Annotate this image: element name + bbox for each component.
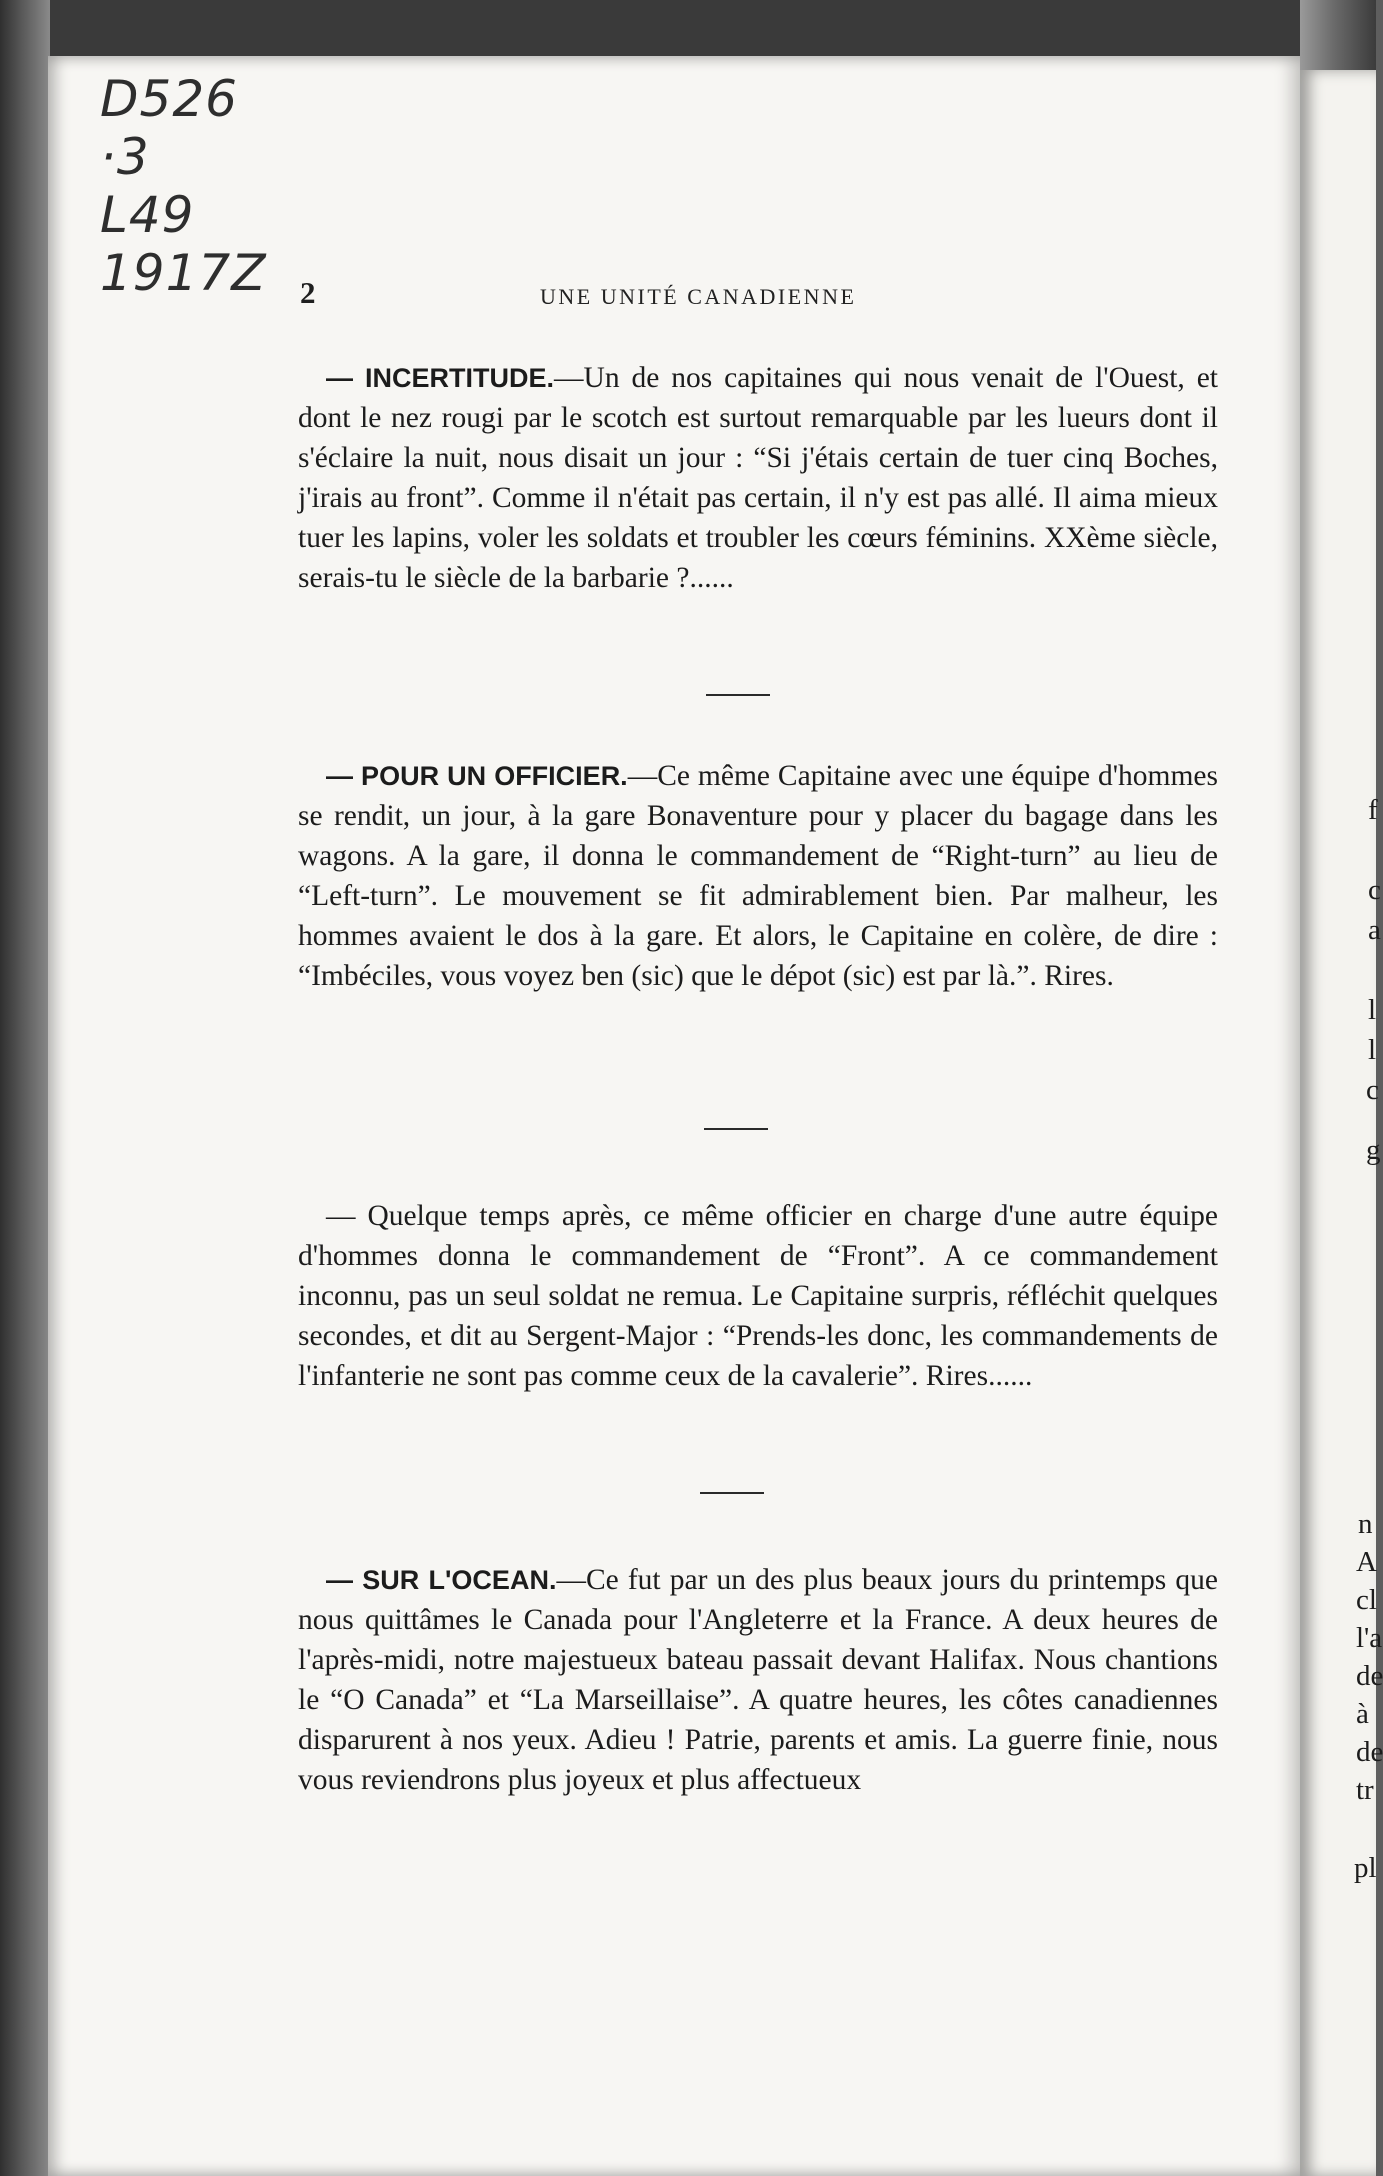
paragraph-text: —Ce fut par un des plus beaux jours du printemps que nous quittâmes le Canada pour l'Angleterre et la France. A deux heures de l'après-midi, notre majestueux bateau passait devant Halifax. Nous chantions le “O Canada” et “La Marseillaise”. A quatre heures, les côtes canadiennes disparurent à nos yeux. Adieu ! Patrie, parents et amis. La guerre finie, nous vous reviendrons plus joyeux et plus affectueux: [298, 1564, 1218, 1796]
facing-fragment: pl: [1354, 1852, 1377, 1884]
running-head: UNE UNITÉ CANADIENNE: [540, 284, 857, 309]
paragraph-pour-un-officier: [298, 756, 1218, 996]
facing-fragment: l'a: [1356, 1622, 1383, 1654]
call-number-line: ·3: [100, 128, 150, 186]
facing-fragment: de: [1356, 1736, 1383, 1768]
section-divider: [700, 1492, 764, 1494]
facing-fragment: l: [1368, 994, 1377, 1026]
facing-fragment: n: [1358, 1508, 1373, 1540]
call-number-line: 1917Z: [100, 244, 267, 302]
section-divider: [704, 1128, 768, 1130]
facing-fragment: cl: [1356, 1584, 1377, 1616]
facing-fragment: c: [1366, 1074, 1379, 1106]
facing-fragment: c: [1368, 874, 1381, 906]
paragraph-text: —Ce même Capitaine avec une équipe d'hommes se rendit, un jour, à la gare Bonaventure pour y placer du bagage dans les wagons. A la gare, il donna le commandement de “Right-turn” au lieu de “Left-turn”. Le mouvement se fit admirablement bien. Par malheur, les hommes avaient le dos à la gare. Et alors, le Capitaine en colère, de dire : “Imbéciles, vous voyez ben (sic) que le dépot (sic) est par là.”. Rires.: [298, 760, 1218, 992]
section-heading: — INCERTITUDE.: [326, 363, 555, 393]
paragraph-incertitude: [298, 358, 1218, 598]
facing-fragment: A: [1356, 1546, 1377, 1578]
facing-fragment: a: [1368, 914, 1381, 946]
call-number-line: L49: [100, 186, 195, 244]
facing-fragment: l: [1368, 1034, 1377, 1066]
book-gutter-left: [0, 0, 50, 2176]
facing-page-edge: [1300, 70, 1383, 2176]
section-heading: — SUR L'OCEAN.: [326, 1565, 557, 1595]
facing-fragment: g: [1366, 1134, 1381, 1166]
library-call-number: [100, 70, 267, 302]
paragraph-text: —Un de nos capitaines qui nous venait de l'Ouest, et dont le nez rougi par le scotch est surtout remarquable par les lueurs dont il s'éclaire la nuit, nous disait un jour : “Si j'étais certain de tuer cinq Boches, j'irais au front”. Comme il n'était pas certain, il n'y est pas allé. Il aima mieux tuer les lapins, voler les soldats et troubler les cœurs féminins. XXème siècle, serais-tu le siècle de la barbarie ?......: [298, 362, 1218, 594]
section-divider: [706, 694, 770, 696]
facing-fragment: de: [1356, 1660, 1383, 1692]
facing-fragment: à: [1356, 1698, 1369, 1730]
paragraph-text: — Quelque temps après, ce même officier en charge d'une autre équipe d'hommes donna le commandement de “Front”. A ce commandement inconnu, pas un seul soldat ne remua. Le Capitaine surpris, réfléchit quelques secondes, et dit au Sergent-Major : “Prends-les donc, les commandements de l'infanterie ne sont pas comme ceux de la cavalerie”. Rires......: [298, 1200, 1218, 1392]
page-number: 2: [300, 275, 316, 310]
facing-fragment: f: [1368, 794, 1378, 826]
paragraph-quelque-temps: [298, 1196, 1218, 1396]
section-heading: — POUR UN OFFICIER.: [326, 761, 628, 791]
call-number-line: D526: [100, 70, 238, 128]
facing-fragment: tr: [1356, 1774, 1374, 1806]
scan-backdrop: [0, 0, 1376, 60]
paragraph-sur-l-ocean: [298, 1560, 1218, 1800]
